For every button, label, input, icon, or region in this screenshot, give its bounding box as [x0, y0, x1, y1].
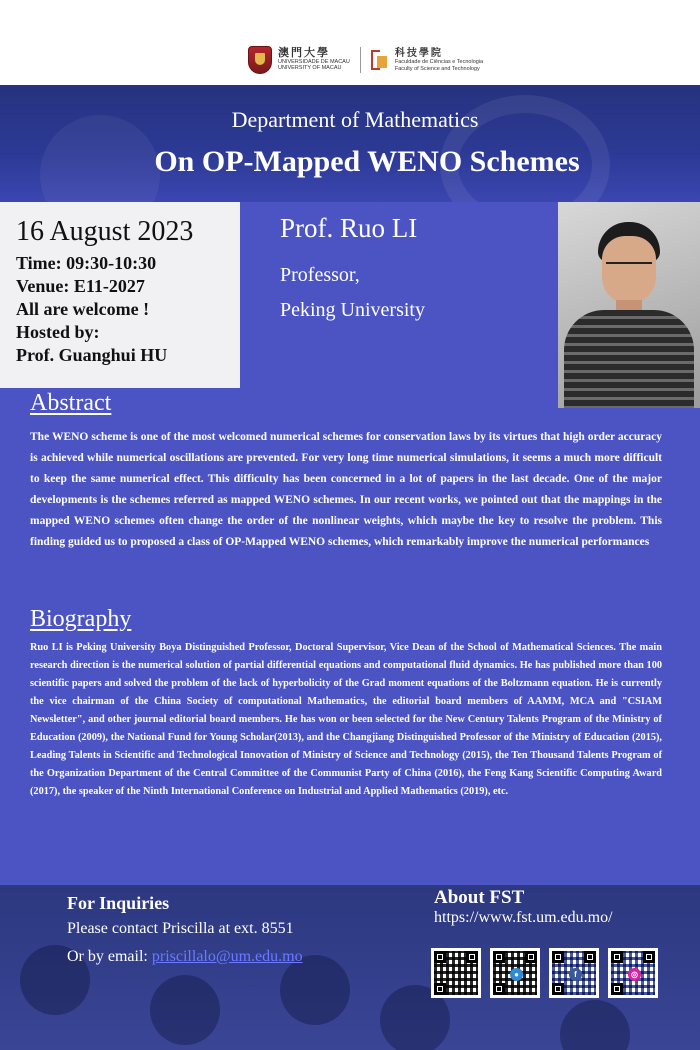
- email-link[interactable]: priscillalo@um.edu.mo: [151, 948, 303, 965]
- event-welcome: All are welcome !: [16, 299, 150, 319]
- wechat-icon: ●: [510, 968, 523, 981]
- fst-name-zh: 科技學院: [394, 48, 443, 60]
- event-time: Time: 09:30-10:30: [16, 253, 157, 273]
- about-fst-title: About FST: [434, 887, 525, 908]
- event-date: 16 August 2023: [16, 216, 194, 247]
- event-host: Prof. Guanghui HU: [16, 345, 168, 365]
- um-name-zh: 澳門大學: [278, 47, 330, 60]
- um-name-en: UNIVERSITY OF MACAU: [278, 64, 342, 71]
- speaker-institution: Peking University: [280, 299, 425, 321]
- abstract-text: The WENO scheme is one of the most welcomed numerical schemes for conservation laws by its virtues that high order accuracy is achieved while numerical oscillations are prevented. For very long time numerical simulations, it seems a much more difficult to keep the same numerical effect. This difficulty has been concerned in a lot of papers in the last decade. One of the major developments is the schemes referred as mapped WENO schemes. In our recent works, we pointed out that the mappings in the mapped WENO schemes often change the order of the nonlinear weights, which maybe the key to resolve the problem. This finding guided us to proposed a class of OP-Mapped WENO schemes, which remarkably improve the numerical performances: [30, 431, 662, 548]
- facebook-qr-code-icon[interactable]: [549, 948, 599, 998]
- department-name: Department of Mathematics: [231, 107, 479, 132]
- inquiries-email-line: [67, 948, 303, 966]
- biography-text: Ruo LI is Peking University Boya Distinguished Professor, Doctoral Supervisor, Vice Dean of the School of Mathematical Sciences. The main research direction is the numerical solution of partial differential equations and computational fluid dynamics. He has published more than 100 scientific papers and solved the problem of the lack of hyperbolicity of the Grad moment equations of the Boltzmann equation. He is currently the vice chairman of the China Society of computational Mathematics, the editorial board members of AAMM, MCA and "CSIAM Newsletter", and other journal editorial board members. He has won or been selected for the New Century Talents Program of the Ministry of Education (2009), the National Fund for Young Scholar(2013), and the Changjiang Distinguished Professor of the Ministry of Education (2015), Leading Talents in Scientific and Technological Innovation of Ministry of Science and Technology (2015), the Ten Thousand Talents Program of the Organization Department of the Central Committee of the Communist Party of China (2016), the Feng Kang Scientific Computing Award (2017), the speaker of the Ninth International Conference on Industrial and Applied Mathematics (2019), etc.: [30, 642, 662, 797]
- speaker-name: Prof. Ruo LI: [280, 213, 418, 243]
- speaker-photo: [558, 202, 700, 408]
- logo-divider: [360, 47, 361, 73]
- university-logos: [248, 44, 483, 76]
- um-name-pt: UNIVERSIDADE DE MACAU: [278, 59, 350, 65]
- um-logo-text: [278, 48, 350, 71]
- talk-title: On OP-Mapped WENO Schemes: [154, 145, 580, 178]
- fst-website-link[interactable]: https://www.fst.um.edu.mo/: [434, 909, 613, 926]
- inquiries-contact: Please contact Priscilla at ext. 8551: [67, 920, 294, 937]
- facebook-icon: f: [569, 968, 582, 981]
- logo-bar: [0, 0, 700, 85]
- inquiries-title: For Inquiries: [67, 893, 170, 913]
- fst-logo-text: [395, 48, 483, 71]
- email-prefix: Or by email:: [67, 948, 152, 965]
- qr-code-icon[interactable]: [431, 948, 481, 998]
- speaker-position: Professor,: [280, 264, 360, 286]
- instagram-icon: ◎: [628, 968, 641, 981]
- wechat-qr-code-icon[interactable]: [490, 948, 540, 998]
- event-venue: Venue: E11-2027: [16, 276, 145, 296]
- poster-header: [0, 85, 700, 202]
- instagram-qr-code-icon[interactable]: [608, 948, 658, 998]
- university-crest-icon: [248, 46, 272, 74]
- event-info-box: [0, 202, 240, 388]
- abstract-heading: Abstract: [30, 390, 112, 416]
- fst-name-pt: Faculdade de Ciências e Tecnologia: [394, 59, 484, 66]
- fst-name-en: Faculty of Science and Technology: [394, 65, 480, 72]
- biography-heading: Biography: [30, 606, 132, 632]
- fst-logo-icon: [371, 48, 389, 72]
- hosted-by-label: Hosted by:: [16, 322, 100, 342]
